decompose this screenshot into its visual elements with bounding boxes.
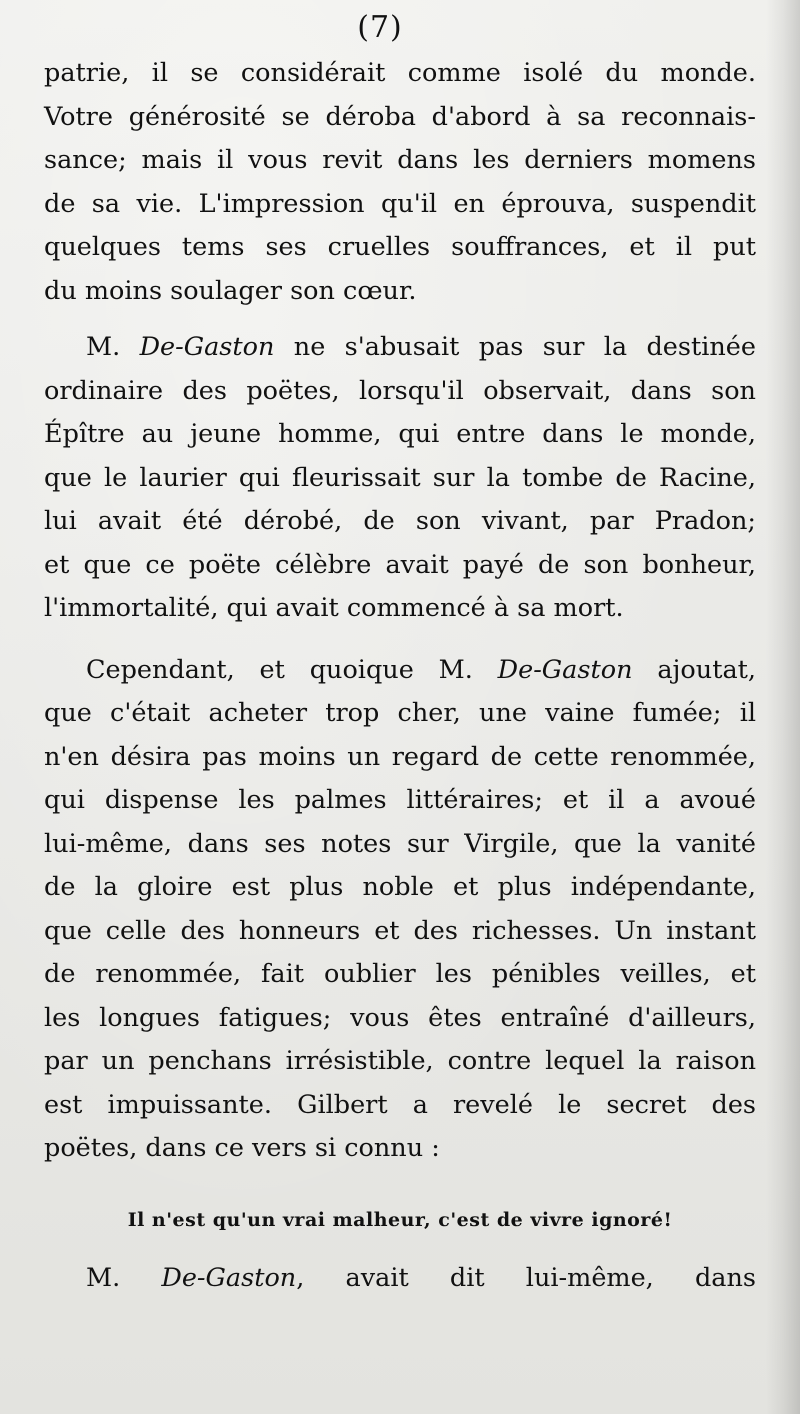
person-name: De-Gaston <box>497 654 633 685</box>
text-line: de sa vie. L'impression qu'il en éprouva, suspendit <box>44 188 756 219</box>
text-line: lui avait été dérobé, de son vivant, par Pradon; <box>44 506 756 536</box>
paragraph-2 <box>44 326 756 631</box>
honorific: M. <box>86 332 140 362</box>
text-line: sance; mais il vous revit dans les derniers momens <box>44 145 756 175</box>
text-line: Votre générosité se déroba d'abord à sa reconnais- <box>44 101 756 132</box>
honorific: M. <box>86 1262 162 1293</box>
text-line: que le laurier qui fleurissait sur la tombe de Racine, <box>44 462 756 493</box>
text-line: ordinaire des poëtes, lorsqu'il observait, dans son <box>44 375 756 406</box>
text-fragment: , avait dit lui-même, dans <box>296 1262 756 1293</box>
text-line: poëtes, dans ce vers si connu : <box>44 1133 440 1163</box>
text-line-with-name <box>44 649 756 693</box>
paragraph-gap <box>44 631 756 649</box>
text-line-with-name <box>44 1257 756 1301</box>
text-fragment: ajoutat, <box>632 654 757 685</box>
text-fragment: ne s'abusait pas sur la destinée <box>274 332 756 362</box>
text-line: de renommée, fait oublier les pénibles veilles, et <box>44 959 756 989</box>
text-line: par un penchans irrésistible, contre lequel la raison <box>44 1046 756 1076</box>
body-text <box>44 52 756 1300</box>
text-line: est impuissante. Gilbert a revelé le secret des <box>44 1089 756 1120</box>
page-number: (7) <box>357 10 403 45</box>
text-line: les longues fatigues; vous êtes entraîné d'ailleurs, <box>44 1002 756 1033</box>
text-line: de la gloire est plus noble et plus indépendante, <box>44 872 756 902</box>
text-line: Épître au jeune homme, qui entre dans le monde, <box>44 419 756 449</box>
text-line: qui dispense les palmes littéraires; et il a avoué <box>44 785 756 815</box>
text-line: et que ce poëte célèbre avait payé de son bonheur, <box>44 549 756 580</box>
text-line: l'immortalité, qui avait commencé à sa mort. <box>44 593 624 623</box>
paragraph-3 <box>44 649 756 1171</box>
person-name: De-Gaston <box>139 332 275 362</box>
text-line: n'en désira pas moins un regard de cette renommée, <box>44 741 756 772</box>
text-line: lui-même, dans ses notes sur Virgile, que la vanité <box>44 828 756 859</box>
paragraph-1 <box>44 52 756 313</box>
text-fragment: Cependant, et quoique M. <box>86 654 498 685</box>
person-name: De-Gaston <box>161 1262 297 1293</box>
text-line: que celle des honneurs et des richesses. Un instant <box>44 915 756 946</box>
text-line-with-name <box>44 326 756 370</box>
text-line: patrie, il se considérait comme isolé du monde. <box>44 58 756 88</box>
paragraph-4 <box>44 1257 756 1301</box>
text-line: que c'était acheter trop cher, une vaine fumée; il <box>44 698 756 728</box>
text-line: du moins soulager son cœur. <box>44 275 417 306</box>
page-edge-shadow <box>766 0 800 1414</box>
quoted-verse: Il n'est qu'un vrai malheur, c'est de vivre ignoré! <box>127 1208 673 1231</box>
text-line: quelques tems ses cruelles souffrances, et il put <box>44 232 756 262</box>
paragraph-gap <box>44 313 756 326</box>
